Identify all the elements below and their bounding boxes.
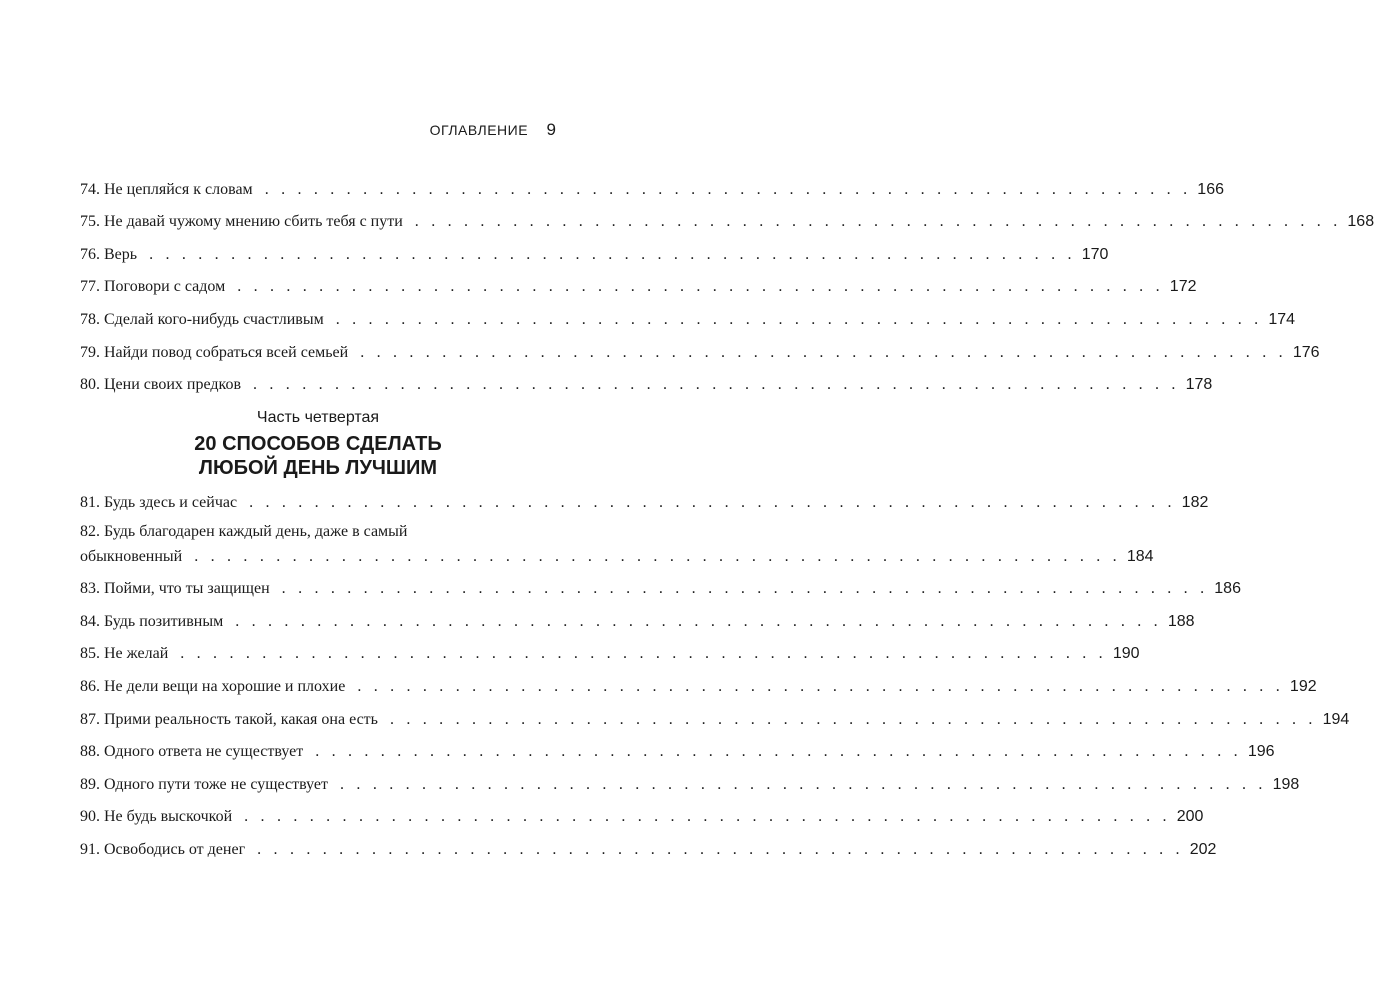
toc-entry[interactable] (80, 167, 1224, 200)
dot-leader: . . . . . . . . . . . . . . . . . . . . . . . . . . . . . . . . . . . . . . . . . . . . . . . . . . . . . . . . . (194, 547, 1121, 565)
toc-entry-title: 81. Будь здесь и сейчас (80, 493, 238, 511)
toc-group-1 (80, 167, 1374, 395)
toc-entry-title: 89. Одного пути тоже не существует (80, 775, 329, 793)
dot-leader: . . . . . . . . . . . . . . . . . . . . . . . . . . . . . . . . . . . . . . . . . . . . . . . . . . . . . . . . . (335, 310, 1263, 328)
toc-entry-title: 90. Не будь выскочкой (80, 808, 233, 826)
toc-entry-page: 194 (1322, 710, 1350, 728)
dot-leader: . . . . . . . . . . . . . . . . . . . . . . . . . . . . . . . . . . . . . . . . . . . . . . . . . . . . . . . . . (257, 840, 1184, 858)
toc-entry[interactable] (80, 200, 1374, 233)
dot-leader: . . . . . . . . . . . . . . . . . . . . . . . . . . . . . . . . . . . . . . . . . . . . . . . . . . . . . . . . . (414, 213, 1342, 231)
dot-leader: . . . . . . . . . . . . . . . . . . . . . . . . . . . . . . . . . . . . . . . . . . . . . . . . . . . . . . . . . (249, 493, 1176, 511)
dot-leader: . . . . . . . . . . . . . . . . . . . . . . . . . . . . . . . . . . . . . . . . . . . . . . . . . . . . . . . . . (360, 343, 1287, 361)
dot-leader: . . . . . . . . . . . . . . . . . . . . . . . . . . . . . . . . . . . . . . . . . . . . . . . . . . . . . . . . . (253, 376, 1180, 394)
part-heading (80, 408, 556, 480)
toc-group-2 (80, 480, 1350, 860)
toc-entry-page: 192 (1289, 677, 1317, 695)
toc-entry-title: 76. Верь (80, 245, 138, 263)
toc-entry[interactable] (80, 632, 1140, 665)
toc-entry[interactable] (80, 697, 1350, 730)
toc-entry-title: 91. Освободись от денег (80, 840, 246, 858)
toc-entry-page: 176 (1292, 343, 1320, 361)
dot-leader: . . . . . . . . . . . . . . . . . . . . . . . . . . . . . . . . . . . . . . . . . . . . . . . . . . . . . . . . . (357, 677, 1284, 695)
toc-entry-page: 170 (1081, 245, 1109, 263)
toc-entry-page: 174 (1268, 310, 1296, 328)
toc-entry-page: 172 (1169, 278, 1197, 296)
toc-entry-page: 196 (1247, 743, 1275, 761)
part-title-line-2: ЛЮБОЙ ДЕНЬ ЛУЧШИМ (198, 457, 438, 479)
toc-entry[interactable] (80, 513, 1154, 567)
dot-leader: . . . . . . . . . . . . . . . . . . . . . . . . . . . . . . . . . . . . . . . . . . . . . . . . . . . . . . . . . (237, 278, 1164, 296)
dot-leader: . . . . . . . . . . . . . . . . . . . . . . . . . . . . . . . . . . . . . . . . . . . . . . . . . . . . . . . . . (235, 612, 1162, 630)
toc-entry[interactable] (80, 232, 1109, 265)
toc-entry[interactable] (80, 567, 1241, 600)
toc-entry[interactable] (80, 664, 1317, 697)
toc-entry-title: 75. Не давай чужому мнению сбить тебя с пути (80, 213, 403, 231)
dot-leader: . . . . . . . . . . . . . . . . . . . . . . . . . . . . . . . . . . . . . . . . . . . . . . . . . . . . . . . . . (315, 743, 1242, 761)
part-title-line-1: 20 СПОСОБОВ СДЕЛАТЬ (194, 433, 442, 455)
toc-entry[interactable] (80, 795, 1204, 828)
dot-leader: . . . . . . . . . . . . . . . . . . . . . . . . . . . . . . . . . . . . . . . . . . . . . . . . . . . . . . . . . (180, 645, 1107, 663)
toc-entry[interactable] (80, 265, 1197, 298)
toc-entry-page: 200 (1176, 808, 1204, 826)
toc-entry-title: 77. Поговори с садом (80, 278, 226, 296)
toc-entry[interactable] (80, 730, 1275, 763)
toc-entry-page: 184 (1126, 547, 1154, 565)
toc-entry-title: 83. Пойми, что ты защищен (80, 580, 270, 598)
toc-entry-page: 186 (1214, 580, 1241, 598)
toc-entry-title: 79. Найди повод собраться всей семьей (80, 343, 349, 361)
running-head-label: ОГЛАВЛЕНИЕ (429, 122, 529, 138)
toc-entry-page: 188 (1167, 612, 1195, 630)
running-head (0, 120, 556, 140)
toc-entry-page: 166 (1197, 180, 1224, 198)
toc-entry-title: 85. Не желай (80, 645, 169, 663)
dot-leader: . . . . . . . . . . . . . . . . . . . . . . . . . . . . . . . . . . . . . . . . . . . . . . . . . . . . . . . . . (264, 180, 1192, 198)
toc-entry-title: 82. Будь благодарен каждый день, даже в самый (80, 522, 408, 540)
toc-entry[interactable] (80, 330, 1320, 363)
toc-entry[interactable] (80, 599, 1195, 632)
toc-entry-page: 202 (1189, 840, 1217, 858)
toc-entry-title: 78. Сделай кого-нибудь счастливым (80, 310, 324, 328)
toc-entry-title-continued: обыкновенный (80, 547, 183, 565)
dot-leader: . . . . . . . . . . . . . . . . . . . . . . . . . . . . . . . . . . . . . . . . . . . . . . . . . . . . . . . . . (244, 808, 1171, 826)
toc-entry-title: 84. Будь позитивным (80, 612, 224, 630)
toc-entry-page: 178 (1185, 376, 1213, 394)
toc-entry[interactable] (80, 363, 1213, 396)
dot-leader: . . . . . . . . . . . . . . . . . . . . . . . . . . . . . . . . . . . . . . . . . . . . . . . . . . . . . . . . . (340, 775, 1267, 793)
toc-entry[interactable] (80, 297, 1296, 330)
toc-entry[interactable] (80, 762, 1300, 795)
toc-entry-title: 80. Цени своих предков (80, 376, 241, 394)
toc-entry-page: 190 (1112, 645, 1140, 663)
toc-entry-page: 182 (1181, 493, 1209, 511)
toc-entry-page: 168 (1347, 213, 1374, 231)
toc-entry-title: 86. Не дели вещи на хорошие и плохие (80, 677, 346, 695)
toc-entry-page: 198 (1272, 775, 1300, 793)
dot-leader: . . . . . . . . . . . . . . . . . . . . . . . . . . . . . . . . . . . . . . . . . . . . . . . . . . . . . . . . . (281, 580, 1209, 598)
toc-entry[interactable] (80, 827, 1217, 860)
part-kicker: Часть четвертая (256, 409, 380, 426)
page-number: 9 (546, 120, 556, 139)
toc-entry[interactable] (80, 480, 1209, 513)
dot-leader: . . . . . . . . . . . . . . . . . . . . . . . . . . . . . . . . . . . . . . . . . . . . . . . . . . . . . . . . . (389, 710, 1317, 728)
toc-entry-title: 87. Прими реальность такой, какая она есть (80, 710, 378, 728)
toc-entry-title: 88. Одного ответа не существует (80, 743, 304, 761)
dot-leader: . . . . . . . . . . . . . . . . . . . . . . . . . . . . . . . . . . . . . . . . . . . . . . . . . . . . . . . . . (149, 245, 1076, 263)
toc-entry-title: 74. Не цепляйся к словам (80, 180, 253, 198)
